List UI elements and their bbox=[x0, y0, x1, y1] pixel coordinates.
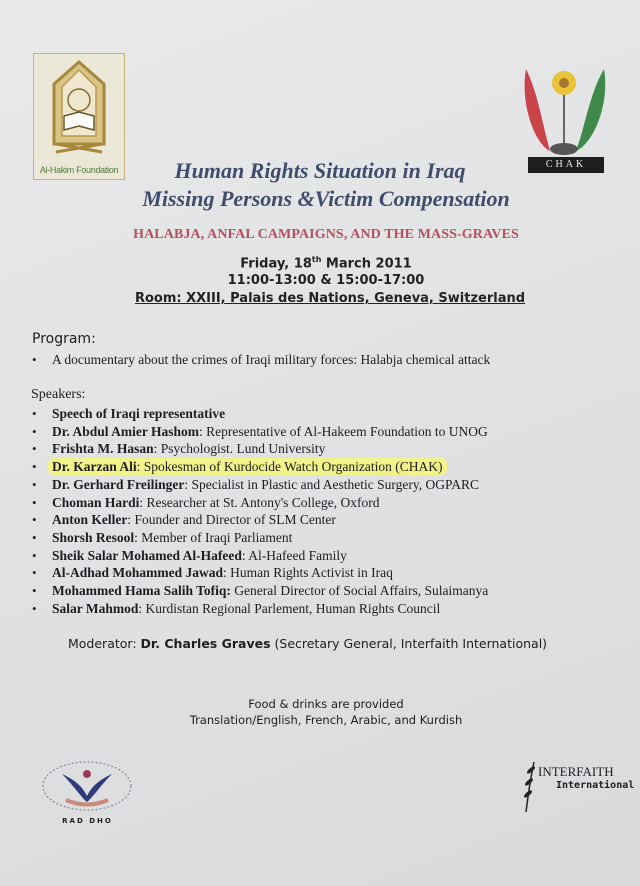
speaker-item bbox=[14, 547, 488, 565]
program-list bbox=[14, 351, 490, 369]
event-date bbox=[6, 255, 640, 271]
speaker-name: Shorsh Resool bbox=[52, 529, 135, 545]
speaker-name: Dr. Abdul Amier Hashom bbox=[52, 423, 200, 439]
date-suffix-sup: th bbox=[311, 255, 322, 264]
rad-dho-logo-text: RAD DHO bbox=[62, 817, 113, 825]
mosque-book-icon bbox=[34, 54, 124, 162]
speaker-role: : Member of Iraqi Parliament bbox=[134, 529, 293, 545]
speaker-name: Dr. Gerhard Freilinger bbox=[52, 476, 185, 492]
rad-dho-emblem-icon bbox=[40, 760, 135, 812]
event-times: 11:00-13:00 & 15:00-17:00 bbox=[227, 273, 425, 288]
speaker-item bbox=[14, 494, 488, 512]
speaker-role: : Human Rights Activist in Iraq bbox=[223, 565, 393, 581]
speaker-item-highlighted bbox=[14, 458, 488, 476]
highlight bbox=[48, 458, 447, 475]
interfaith-logo bbox=[522, 760, 635, 816]
speaker-role: : Psychologist. Lund University bbox=[153, 441, 326, 457]
speaker-role: : Researcher at St. Antony's College, Oxford bbox=[139, 494, 380, 510]
moderator-line bbox=[68, 636, 547, 651]
title-line-2: Missing Persons &Victim Compensation bbox=[142, 186, 510, 211]
speaker-name: Speech of Iraqi representative bbox=[52, 406, 226, 421]
speaker-role: : Founder and Director of SLM Center bbox=[127, 512, 336, 528]
speaker-role: : Representative of Al-Hakeem Foundation to UNOG bbox=[199, 423, 488, 439]
footer-food: Food & drinks are provided bbox=[248, 697, 404, 711]
speaker-name: Choman Hardi bbox=[52, 494, 140, 510]
speaker-item bbox=[14, 529, 488, 547]
speaker-role: General Director of Social Affairs, Sulaimanya bbox=[230, 583, 489, 599]
event-room: Room: XXIII, Palais des Nations, Geneva, Switzerland bbox=[134, 291, 526, 306]
speaker-name: Salar Mahmod bbox=[52, 600, 139, 616]
interfaith-logo-name: INTERFAITH bbox=[538, 764, 614, 779]
speaker-role: : Specialist in Plastic and Aesthetic Surgery, OGPARC bbox=[184, 476, 479, 492]
date-suffix: March 2011 bbox=[321, 256, 412, 272]
speaker-name: Dr. Karzan Ali bbox=[52, 459, 137, 475]
speaker-name: Frishta M. Hasan bbox=[52, 441, 154, 457]
interfaith-logo-sub: International bbox=[556, 780, 635, 791]
title-line-1: Human Rights Situation in Iraq bbox=[174, 158, 466, 183]
al-hakim-logo-text: Al-Hakim Foundation bbox=[39, 165, 119, 175]
speakers-label: Speakers: bbox=[31, 387, 86, 402]
rad-dho-logo bbox=[40, 760, 135, 826]
speaker-item bbox=[14, 600, 488, 618]
speaker-name: Sheik Salar Mohamed Al-Hafeed bbox=[52, 547, 242, 563]
speaker-role: : Spokesman of Kurdocide Watch Organization (CHAK) bbox=[136, 459, 443, 475]
speaker-item bbox=[14, 564, 488, 582]
moderator-detail: (Secretary General, Interfaith International) bbox=[270, 636, 548, 651]
chak-flower-icon bbox=[520, 63, 608, 157]
footer-translation: Translation/English, French, Arabic, and Kurdish bbox=[189, 713, 463, 727]
speaker-item bbox=[14, 405, 488, 423]
speaker-item bbox=[14, 582, 488, 600]
speakers-list bbox=[14, 405, 488, 617]
moderator-label: Moderator: bbox=[68, 636, 141, 651]
date-prefix: Friday, 18 bbox=[240, 256, 312, 272]
speaker-item bbox=[14, 440, 488, 458]
speaker-role: : Al-Hafeed Family bbox=[241, 547, 347, 563]
speaker-item bbox=[14, 476, 488, 494]
speaker-role: : Kurdistan Regional Parlement, Human Rights Council bbox=[138, 600, 441, 616]
speaker-name: Mohammed Hama Salih Tofiq: bbox=[52, 583, 231, 599]
program-item: • A documentary about the crimes of Iraqi military forces: Halabja chemical attack bbox=[14, 351, 490, 369]
chak-logo-text: CHAK bbox=[528, 157, 604, 173]
subtitle: HALABJA, ANFAL CAMPAIGNS, AND THE MASS-GRAVES bbox=[133, 227, 519, 242]
speaker-item bbox=[14, 423, 488, 441]
speaker-name: Anton Keller bbox=[52, 512, 128, 528]
program-label: Program: bbox=[32, 331, 96, 347]
speaker-item bbox=[14, 511, 488, 529]
speaker-name: Al-Adhad Mohammed Jawad bbox=[52, 565, 224, 581]
moderator-name: Dr. Charles Graves bbox=[140, 636, 271, 651]
